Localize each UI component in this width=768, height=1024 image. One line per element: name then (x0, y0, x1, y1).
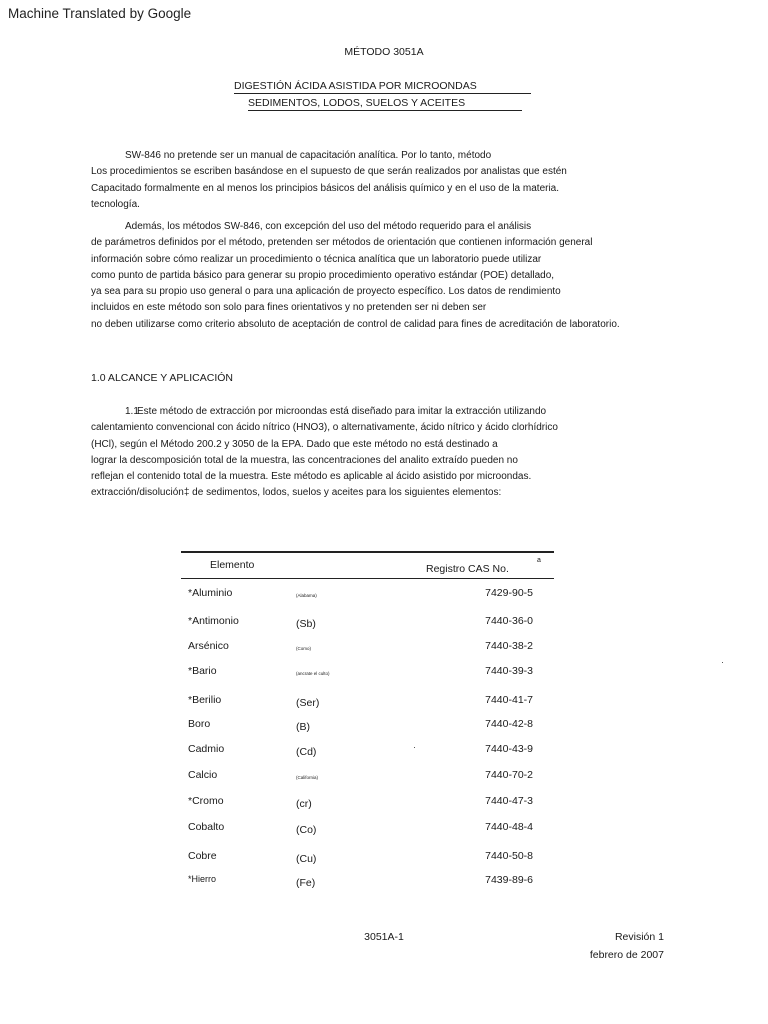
table-top-rule (181, 551, 554, 553)
element-name: *Cromo (188, 795, 224, 807)
element-name: *Hierro (188, 874, 217, 884)
text-line: información sobre cómo realizar un procedimiento o técnica analítica que un laboratorio puede utilizar (91, 253, 542, 265)
element-symbol: (Fe) (296, 877, 316, 889)
revision-date: febrero de 2007 (589, 949, 664, 961)
element-name: *Berilio (188, 694, 222, 706)
cas-number: 7440-48-4 (485, 821, 533, 833)
document-title-line-2: SEDIMENTOS, LODOS, SUELOS Y ACEITES (248, 97, 522, 111)
cas-number: 7440-47-3 (485, 795, 533, 807)
element-symbol: (Cd) (296, 746, 317, 758)
text-line: como punto de partida básico para generar su propio procedimiento operativo estándar (POE) detallado, (91, 269, 555, 281)
text-line: extracción/disolución‡ de sedimentos, lodos, suelos y aceites para los siguientes elementos: (91, 487, 502, 499)
column-header-footnote-mark: a (537, 557, 541, 564)
element-name: *Antimonio (188, 615, 239, 627)
element-symbol: (ancrate el culto) (296, 671, 330, 676)
element-symbol: (Como) (296, 646, 312, 651)
element-name: *Bario (188, 665, 217, 677)
cas-number: 7440-42-8 (485, 718, 533, 730)
element-name: Cadmio (188, 743, 225, 755)
text-line: (HCl), según el Método 200.2 y 3050 de la EPA. Dado que este método no está destinado a (91, 438, 498, 450)
revision-label: Revisión 1 (614, 931, 664, 943)
column-header-element: Elemento (210, 559, 255, 571)
element-name: Calcio (188, 769, 218, 781)
text-line: ya sea para su propio uso general o para una aplicación de proyecto específico. Los datos de rendimiento (91, 286, 561, 298)
element-symbol: (B) (296, 721, 310, 733)
element-symbol: (California) (296, 775, 319, 780)
element-symbol: (Ser) (296, 697, 320, 709)
table-header-rule (181, 578, 554, 579)
element-name: Cobre (188, 850, 217, 862)
method-number: MÉTODO 3051A (344, 46, 424, 58)
element-name: Boro (188, 718, 211, 730)
element-symbol: (Alabama) (296, 593, 317, 598)
text-line: Además, los métodos SW-846, con excepción del uso del método requerido para el análisis (125, 221, 532, 232)
cas-number: 7429-90-5 (485, 587, 533, 599)
section-number: 1.1 (125, 406, 139, 417)
column-header-cas: Registro CAS No. (426, 563, 509, 575)
text-line: tecnología. (91, 198, 140, 210)
text-line: Capacitado formalmente en al menos los principios básicos del análisis químico y en el uso de la materia. (91, 182, 560, 194)
paragraph-scope (91, 404, 558, 502)
text-line: de parámetros definidos por el método, pretenden ser métodos de orientación que contienen información general (91, 237, 593, 249)
text-line: no deben utilizarse como criterio absoluto de aceptación de control de calidad para fines de acreditación de laboratorio. (91, 318, 620, 330)
element-symbol: (cr) (296, 798, 312, 810)
scan-speck (722, 662, 723, 663)
paragraph-guidance (91, 219, 620, 333)
cas-number: 7440-50-8 (485, 850, 533, 862)
machine-translated-banner: Machine Translated by Google (8, 6, 192, 21)
cas-number: 7440-39-3 (485, 665, 533, 677)
element-name: Cobalto (188, 821, 225, 833)
element-name: Arsénico (188, 640, 229, 652)
cas-number: 7440-36-0 (485, 615, 533, 627)
cas-number: 7440-70-2 (485, 769, 533, 781)
text-line: reflejan el contenido total de la muestra. Este método es aplicable al ácido asistido por microondas. (91, 471, 532, 483)
element-name: *Aluminio (188, 587, 233, 599)
text-line: incluidos en este método son solo para fines orientativos y no pretenden ser ni deben ser (91, 302, 487, 314)
text-line: Este método de extracción por microondas está diseñado para imitar la extracción utilizando (137, 406, 547, 417)
cas-number: 7439-89-6 (485, 874, 533, 886)
element-symbol: (Co) (296, 824, 317, 836)
cas-number: 7440-43-9 (485, 743, 533, 755)
cas-number: 7440-38-2 (485, 640, 533, 652)
element-symbol: (Sb) (296, 618, 316, 630)
text-line: lograr la descomposición total de la muestra, las concentraciones del analito extraído pueden no (91, 454, 518, 466)
paragraph-disclaimer (91, 148, 567, 213)
elements-table (181, 551, 554, 901)
text-line: SW-846 no pretende ser un manual de capacitación analítica. Por lo tanto, método (125, 150, 492, 161)
text-line: Los procedimientos se escriben basándose en el supuesto de que serán realizados por analistas que estén (91, 166, 567, 178)
cas-number: 7440-41-7 (485, 694, 533, 706)
document-title-line-1: DIGESTIÓN ÁCIDA ASISTIDA POR MICROONDAS (234, 80, 531, 94)
element-symbol: (Cu) (296, 853, 317, 865)
text-line: calentamiento convencional con ácido nítrico (HNO3), o alternativamente, ácido nítrico y ácido clorhídrico (91, 422, 558, 434)
page-number: 3051A-1 (364, 931, 404, 943)
scan-speck (414, 747, 415, 748)
section-heading: 1.0 ALCANCE Y APLICACIÓN (91, 372, 234, 384)
